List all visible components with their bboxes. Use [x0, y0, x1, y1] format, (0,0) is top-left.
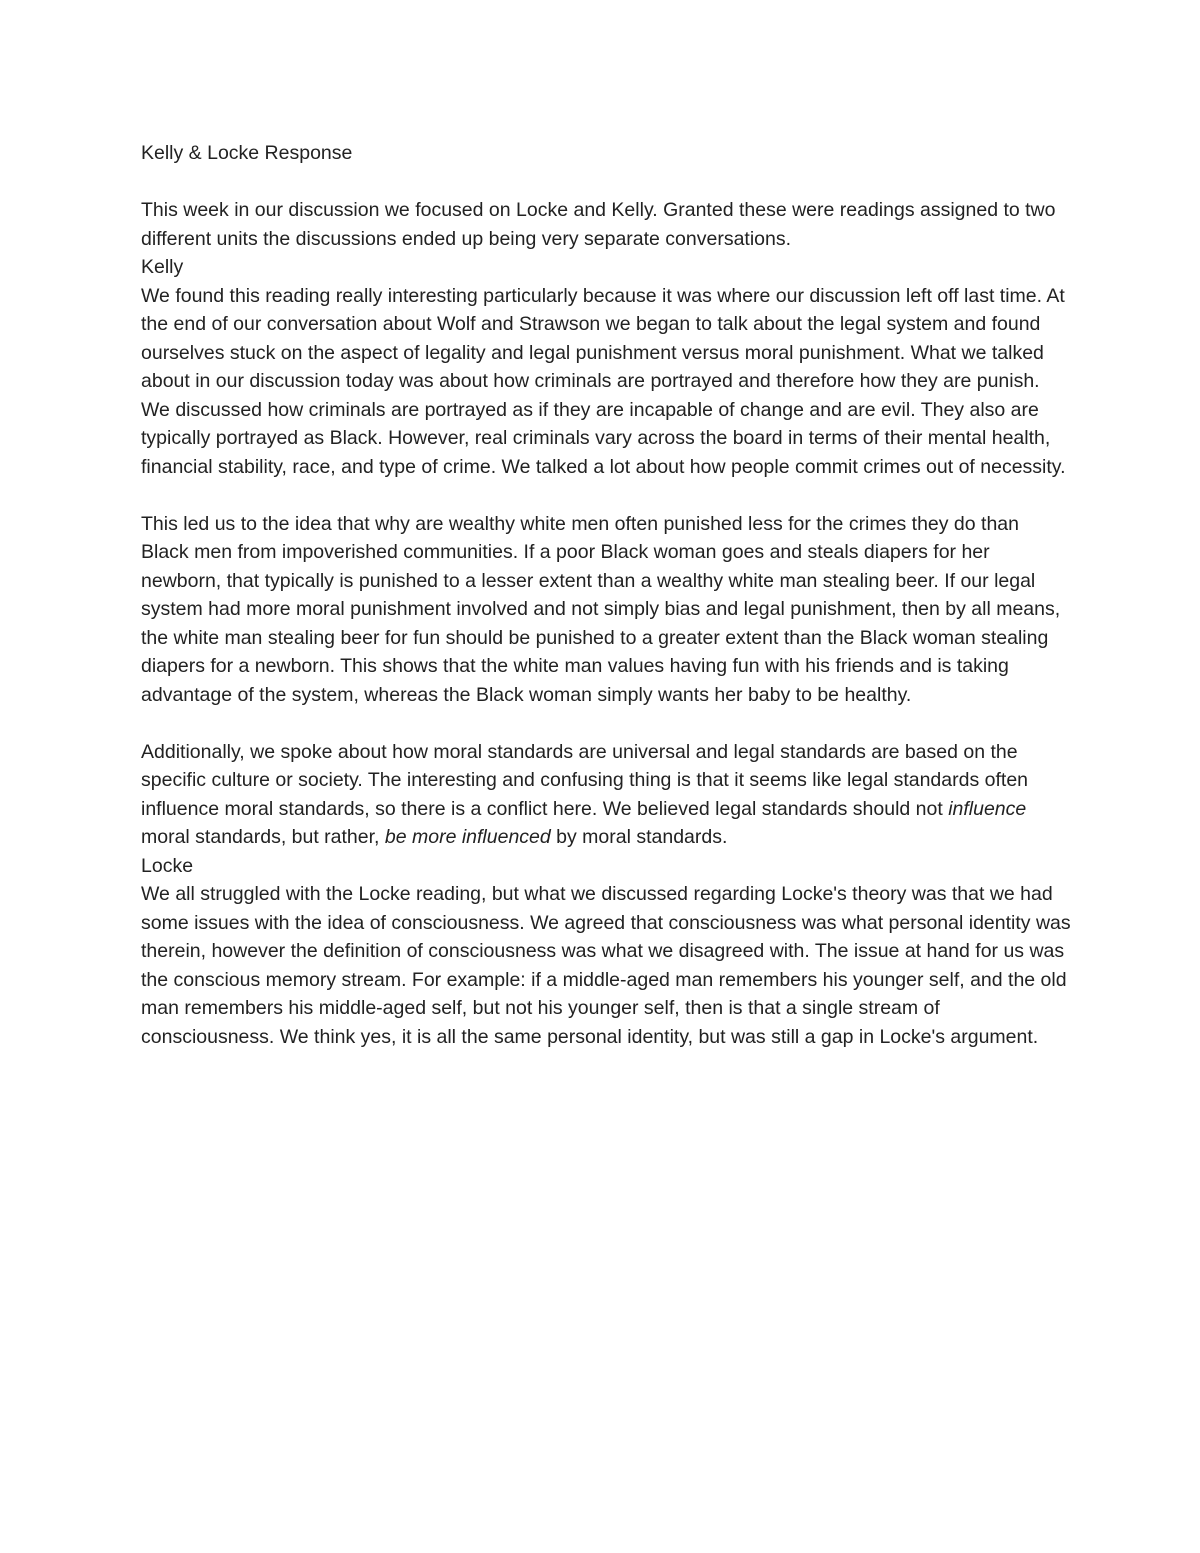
paragraph-text: by moral standards.: [550, 826, 728, 848]
kelly-paragraph-1: We found this reading really interesting particularly because it was where our discussion left off last time. At the end of our conversation about Wolf and Strawson we began to talk about the legal system and found ourselves stuck on the aspect of legality and legal punishment versus moral punishment. What we talked about in our discussion today was about how criminals are portrayed and therefore how they are punish. We discussed how criminals are portrayed as if they are incapable of change and are evil. They also are typically portrayed as Black. However, real criminals vary across the board in terms of their mental health, financial stability, race, and type of crime. We talked a lot about how people commit crimes out of necessity.: [141, 284, 1066, 478]
document-body: [141, 139, 1071, 1051]
intro-paragraph: This week in our discussion we focused on Locke and Kelly. Granted these were readings assigned to two different units the discussions ended up being very separate conversations.: [141, 199, 1056, 250]
spacer: [141, 481, 1071, 510]
locke-heading: Locke: [141, 854, 194, 877]
document-title: Kelly & Locke Response: [141, 142, 353, 164]
kelly-paragraph-3: [141, 738, 1071, 852]
paragraph-text: Additionally, we spoke about how moral standards are universal and legal standards are based on the specific culture or society. The interesting and confusing thing is that it seems like legal standards often influence moral standards, so there is a conflict here. We believed legal standards should not: [141, 740, 1029, 820]
spacer: [141, 709, 1071, 738]
italic-text: be more influenced: [384, 826, 551, 848]
kelly-paragraph-2: This led us to the idea that why are wealthy white men often punished less for the crimes they do than Black men from impoverished communities. If a poor Black woman goes and steals diapers for her newborn, that typically is punished to a lesser extent than a wealthy white man stealing beer. If our legal system had more moral punishment involved and not simply bias and legal punishment, then by all means, the white man stealing beer for fun should be punished to a greater extent than the Black woman stealing diapers for a newborn. This shows that the white man values having fun with his friends and is taking advantage of the system, whereas the Black woman simply wants her baby to be healthy.: [141, 512, 1061, 706]
locke-paragraph-1: We all struggled with the Locke reading, but what we discussed regarding Locke's theory was that we had some issues with the idea of consciousness. We agreed that consciousness was what personal identity was therein, however the definition of consciousness was what we disagreed with. The issue at hand for us was the conscious memory stream. For example: if a middle-aged man remembers his younger self, and the old man remembers his middle-aged self, but not his younger self, then is that a single stream of consciousness. We think yes, it is all the same personal identity, but was still a gap in Locke's argument.: [141, 883, 1071, 1048]
italic-text: influence: [948, 797, 1027, 820]
kelly-heading: Kelly: [141, 256, 184, 278]
paragraph-text: moral standards, but rather,: [141, 826, 385, 848]
spacer: [141, 168, 1071, 197]
